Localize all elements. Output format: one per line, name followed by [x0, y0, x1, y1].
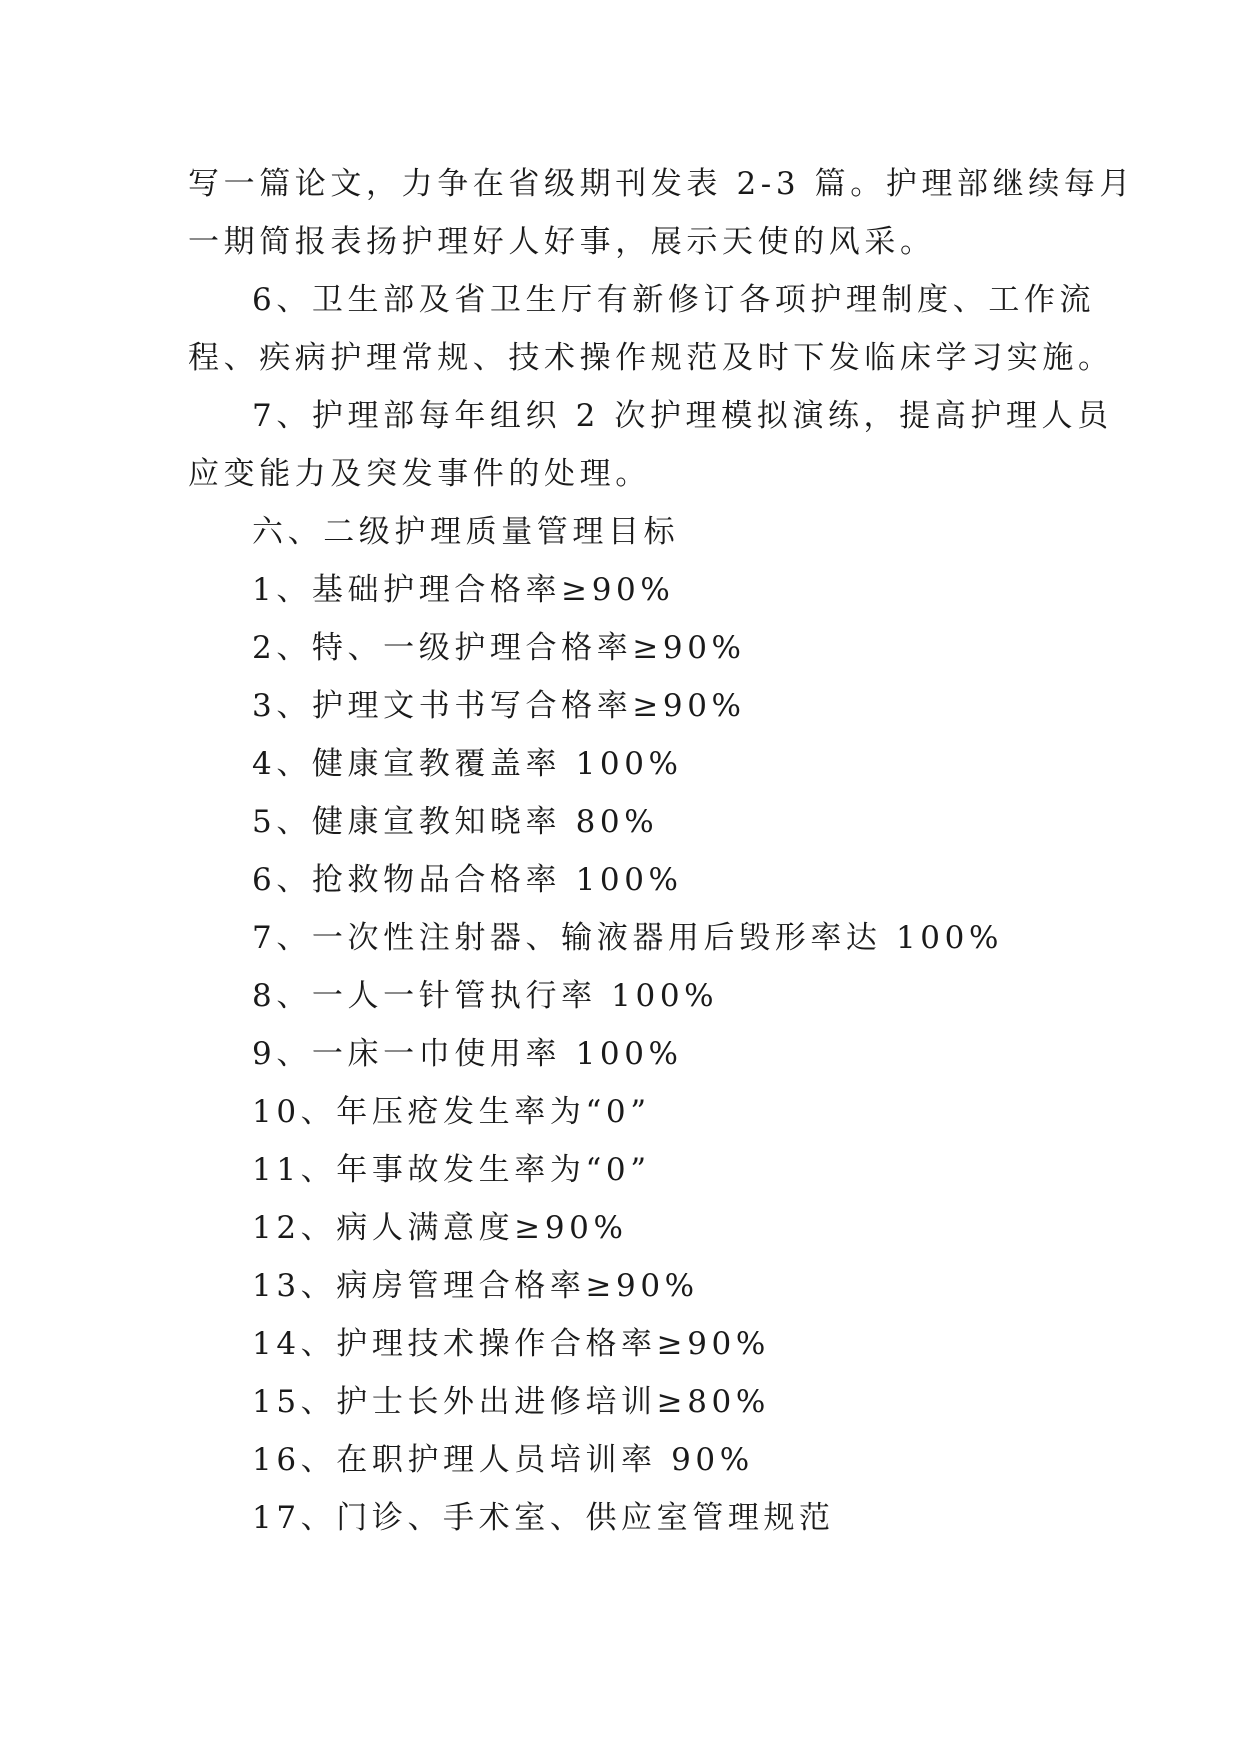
- list-item: 5、健康宣教知晓率 80%: [252, 804, 659, 840]
- list-item: 1、基础护理合格率≥90%: [252, 572, 675, 608]
- paragraph-line: 程、疾病护理常规、技术操作规范及时下发临床学习实施。: [188, 340, 1114, 376]
- paragraph-line: 6、卫生部及省卫生厅有新修订各项护理制度、工作流: [252, 282, 1096, 318]
- list-item: 8、一人一针管执行率 100%: [252, 978, 719, 1014]
- list-item: 17、门诊、手术室、供应室管理规范: [252, 1500, 835, 1536]
- list-item: 7、一次性注射器、输液器用后毁形率达 100%: [252, 920, 1004, 956]
- section-title: 六、二级护理质量管理目标: [252, 514, 680, 550]
- list-item: 3、护理文书书写合格率≥90%: [252, 688, 746, 724]
- list-item: 2、特、一级护理合格率≥90%: [252, 630, 746, 666]
- list-item: 4、健康宣教覆盖率 100%: [252, 746, 683, 782]
- paragraph-line: 7、护理部每年组织 2 次护理模拟演练，提高护理人员: [252, 398, 1113, 434]
- list-item: 15、护士长外出进修培训≥80%: [252, 1384, 770, 1420]
- list-item: 13、病房管理合格率≥90%: [252, 1268, 699, 1304]
- list-item: 6、抢救物品合格率 100%: [252, 862, 683, 898]
- list-item: 14、护理技术操作合格率≥90%: [252, 1326, 770, 1362]
- list-item: 10、年压疮发生率为“0”: [252, 1094, 651, 1130]
- list-item: 9、一床一巾使用率 100%: [252, 1036, 683, 1072]
- paragraph-line: 应变能力及突发事件的处理。: [188, 456, 651, 492]
- list-item: 11、年事故发生率为“0”: [252, 1152, 651, 1188]
- paragraph-line: 写一篇论文，力争在省级期刊发表 2-3 篇。护理部继续每月: [188, 166, 1136, 202]
- paragraph-line: 一期简报表扬护理好人好事，展示天使的风采。: [188, 224, 936, 260]
- list-item: 16、在职护理人员培训率 90%: [252, 1442, 754, 1478]
- list-item: 12、病人满意度≥90%: [252, 1210, 628, 1246]
